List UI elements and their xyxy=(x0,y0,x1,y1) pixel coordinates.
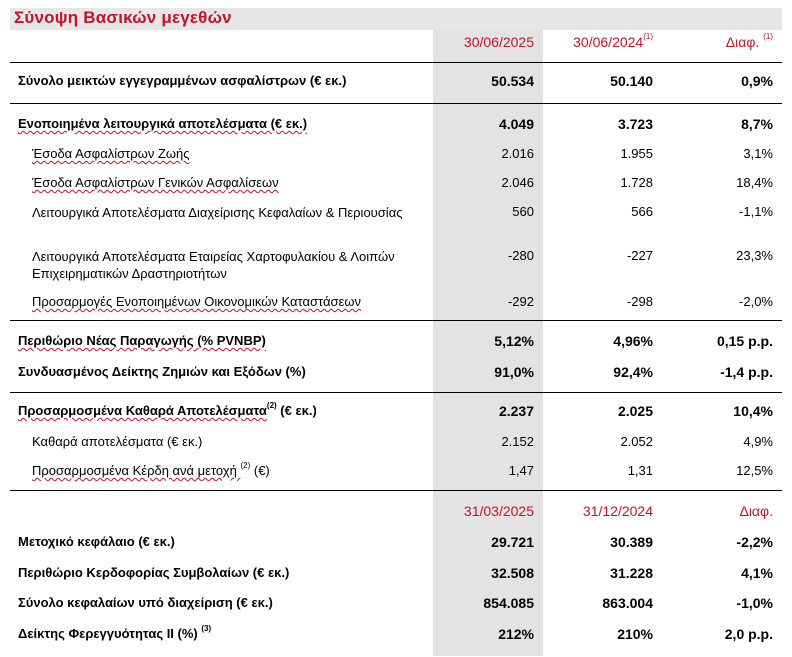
header-col-diff: Διαφ. $^{(1)}$ xyxy=(725,32,773,50)
divider xyxy=(10,490,782,491)
table-title: Σύνοψη Βασικών μεγεθών xyxy=(14,8,232,27)
divider xyxy=(10,62,782,63)
header2-col-prior: 31/12/2024 xyxy=(582,503,653,519)
divider xyxy=(10,392,782,393)
divider xyxy=(10,103,782,104)
divider xyxy=(10,320,782,321)
header2-col-diff: Διαφ. xyxy=(739,503,773,519)
header-col-prior: 30/06/2024$^{(1)}$ xyxy=(573,32,653,50)
header2-col-current: 31/03/2025 xyxy=(463,503,534,519)
header-col-current: 30/06/2025 xyxy=(463,34,534,50)
